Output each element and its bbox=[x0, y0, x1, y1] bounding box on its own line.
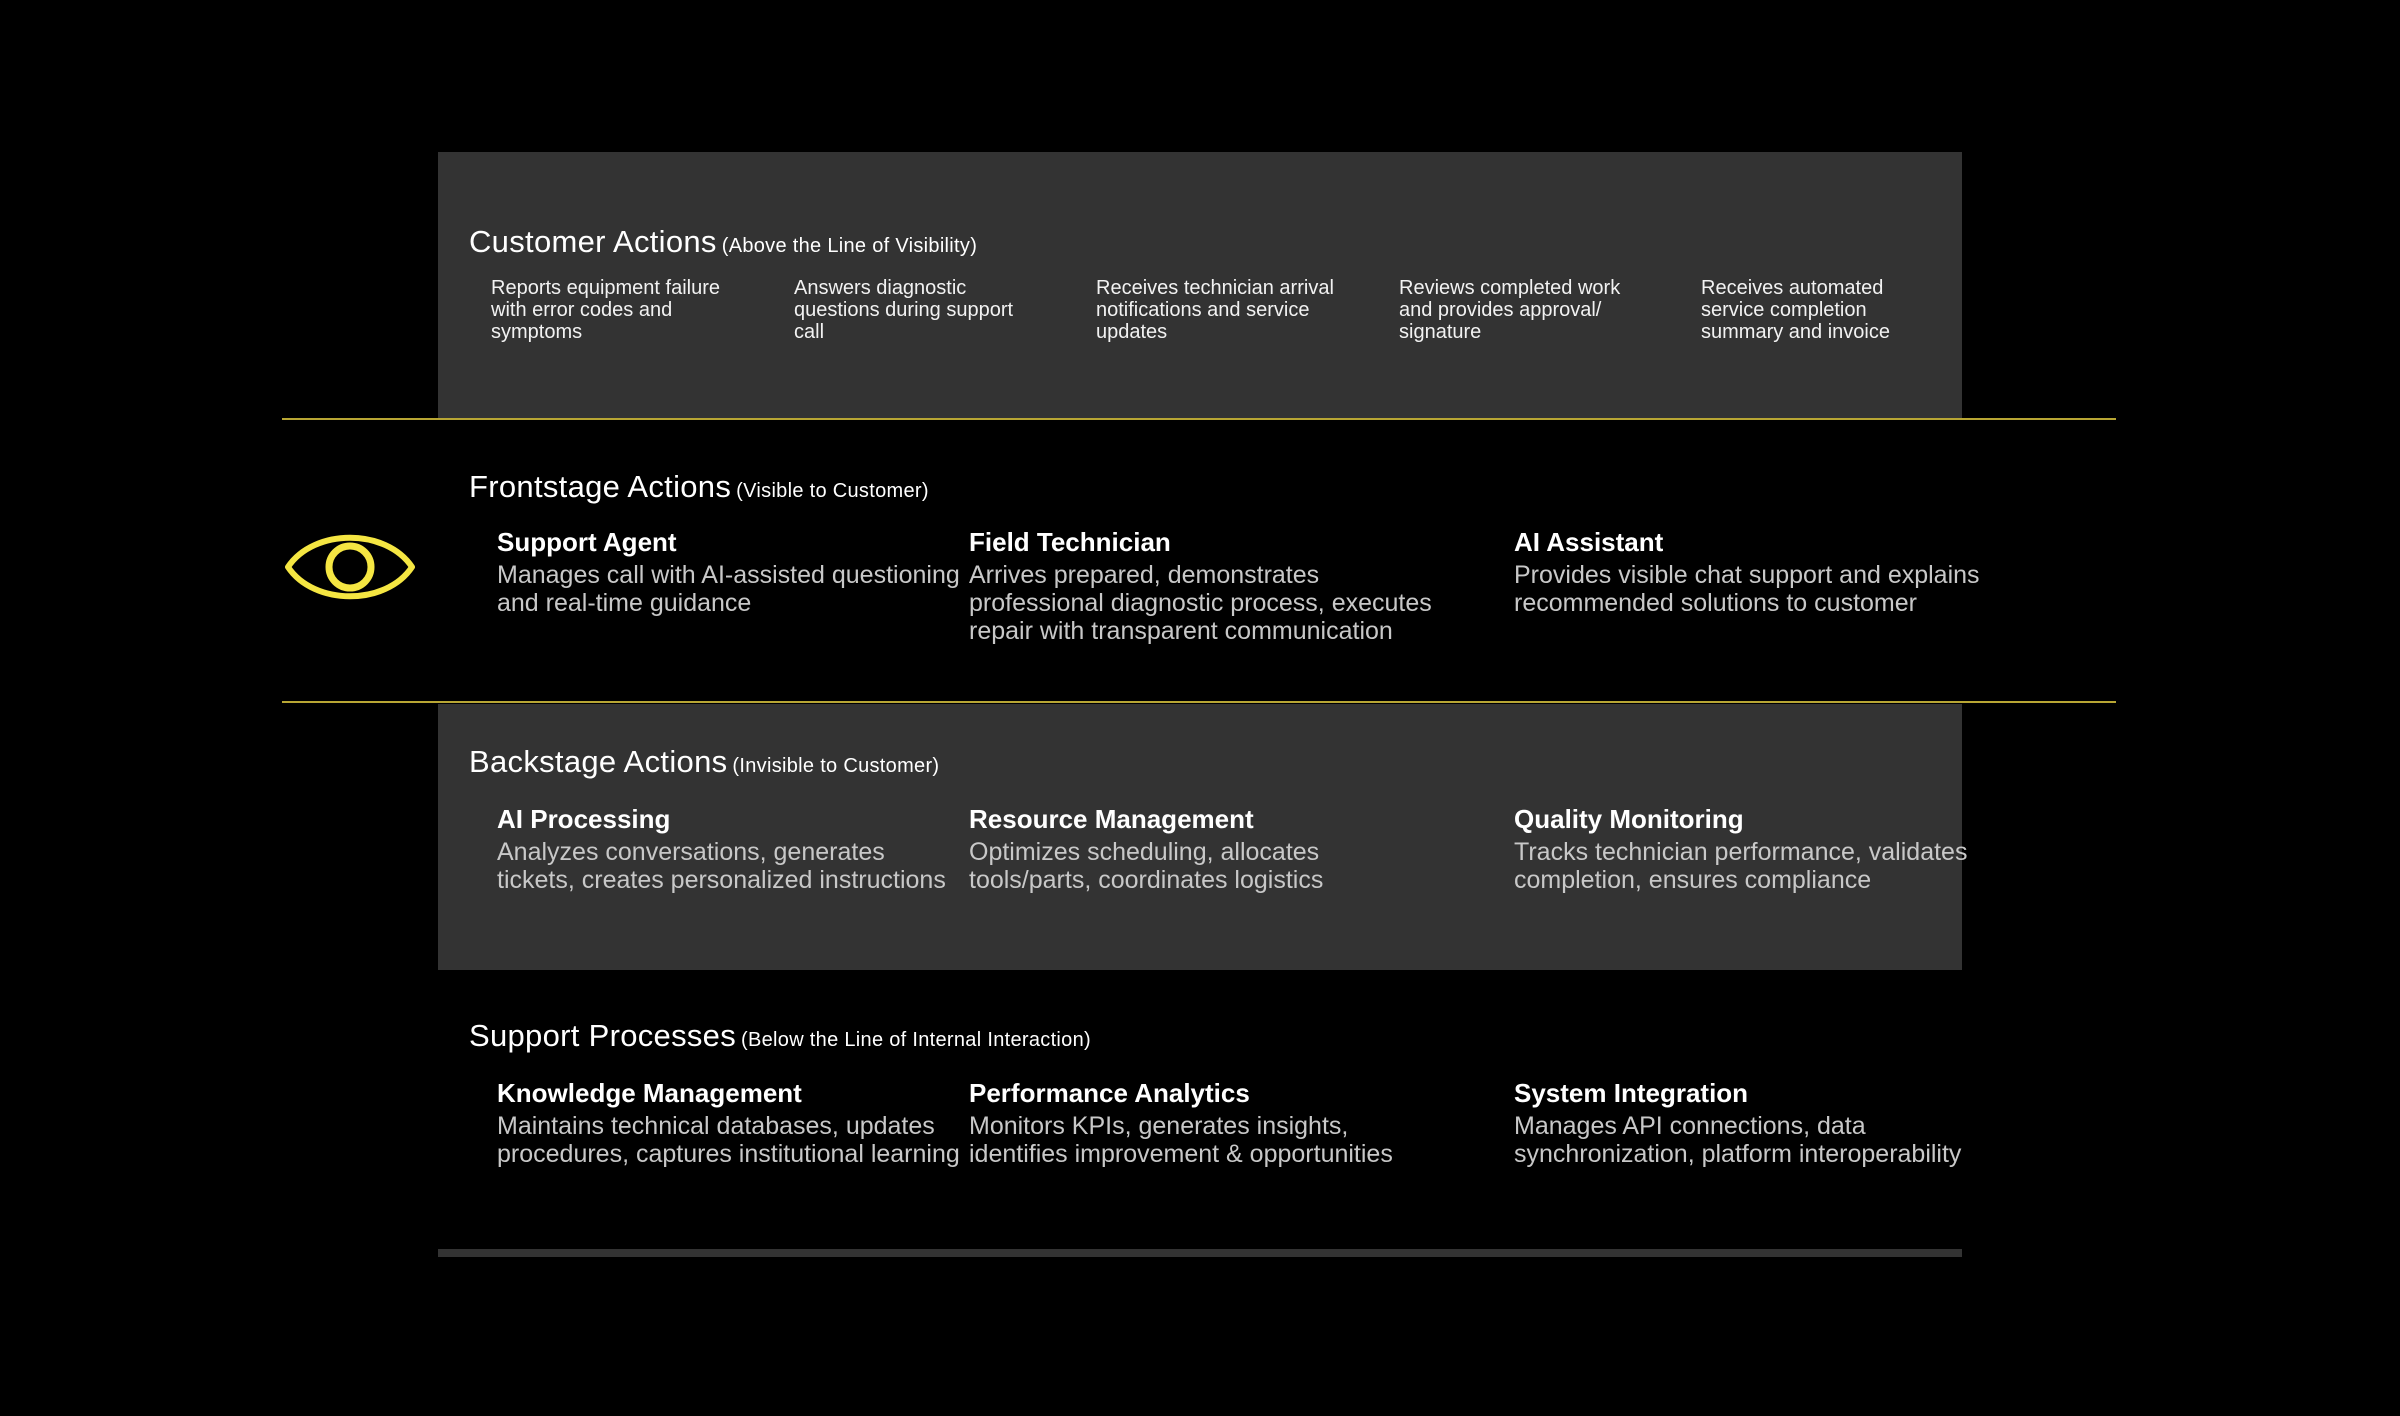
backstage-actions-title bbox=[469, 744, 939, 780]
role-description: Analyzes conversations, generates tickets, creates personalized instructions bbox=[497, 838, 946, 894]
role-title: Resource Management bbox=[969, 804, 1254, 834]
frontstage-role-field-technician bbox=[969, 527, 1439, 645]
eye-icon bbox=[284, 518, 416, 616]
backstage-role-ai-processing bbox=[497, 804, 967, 894]
customer-action-item: Answers diagnostic questions during support call bbox=[794, 277, 1014, 343]
role-description: Maintains technical databases, updates procedures, captures institutional learning bbox=[497, 1112, 960, 1168]
role-title: Quality Monitoring bbox=[1514, 804, 1744, 834]
bottom-divider bbox=[438, 1249, 1962, 1257]
section-heading: Support Processes bbox=[469, 1018, 737, 1053]
role-title: AI Processing bbox=[497, 804, 671, 834]
line-of-internal-interaction bbox=[282, 701, 2116, 703]
backstage-role-quality-monitoring bbox=[1514, 804, 1984, 894]
role-title: Field Technician bbox=[969, 527, 1171, 557]
support-role-system-integration bbox=[1514, 1078, 1984, 1168]
section-subheading: (Invisible to Customer) bbox=[732, 755, 940, 777]
customer-actions-title bbox=[469, 224, 977, 260]
role-title: Knowledge Management bbox=[497, 1078, 802, 1108]
support-role-knowledge-management bbox=[497, 1078, 967, 1168]
customer-action-item: Receives technician arrival notifications and service updates bbox=[1096, 277, 1334, 343]
role-title: Performance Analytics bbox=[969, 1078, 1250, 1108]
customer-action-item: Reports equipment failure with error codes and symptoms bbox=[491, 277, 721, 343]
section-heading: Backstage Actions bbox=[469, 744, 728, 779]
role-title: System Integration bbox=[1514, 1078, 1749, 1108]
role-title: Support Agent bbox=[497, 527, 677, 557]
section-subheading: (Above the Line of Visibility) bbox=[721, 235, 978, 257]
role-title: AI Assistant bbox=[1514, 527, 1664, 557]
section-subheading: (Below the Line of Internal Interaction) bbox=[741, 1029, 1091, 1051]
role-description: Tracks technician performance, validates completion, ensures compliance bbox=[1514, 838, 1968, 894]
line-of-visibility bbox=[282, 418, 2116, 420]
customer-action-item: Reviews completed work and provides approval/ signature bbox=[1399, 277, 1621, 343]
role-description: Monitors KPIs, generates insights, identifies improvement & opportunities bbox=[969, 1112, 1393, 1168]
role-description: Manages call with AI-assisted questioning and real-time guidance bbox=[497, 561, 960, 617]
frontstage-actions-title bbox=[469, 469, 929, 505]
section-heading: Frontstage Actions bbox=[469, 469, 732, 504]
section-subheading: (Visible to Customer) bbox=[736, 480, 929, 502]
support-processes-title bbox=[469, 1018, 1091, 1054]
customer-action-item: Receives automated service completion summary and invoice bbox=[1701, 277, 1890, 343]
role-description: Manages API connections, data synchronization, platform interoperability bbox=[1514, 1112, 1962, 1168]
frontstage-role-support-agent bbox=[497, 527, 967, 617]
role-description: Provides visible chat support and explains recommended solutions to customer bbox=[1514, 561, 1980, 617]
support-role-performance-analytics bbox=[969, 1078, 1439, 1168]
frontstage-role-ai-assistant bbox=[1514, 527, 1984, 617]
role-description: Arrives prepared, demonstrates professional diagnostic process, executes repair with transparent communication bbox=[969, 561, 1432, 645]
section-heading: Customer Actions bbox=[469, 224, 717, 259]
role-description: Optimizes scheduling, allocates tools/parts, coordinates logistics bbox=[969, 838, 1324, 894]
backstage-role-resource-management bbox=[969, 804, 1439, 894]
